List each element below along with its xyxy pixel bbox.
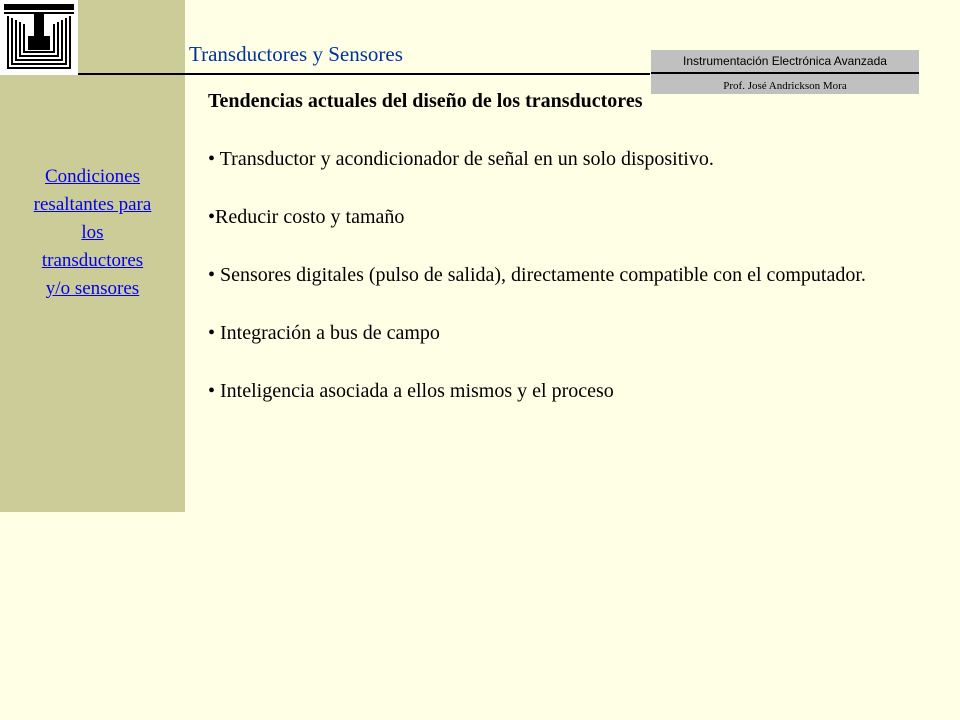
institution-logo-icon [0, 0, 78, 75]
bullet-item: •Reducir costo y tamaño [208, 206, 405, 228]
slide-content [208, 87, 895, 406]
conditions-link-line: resaltantes para [33, 194, 152, 215]
conditions-link-line: los [81, 222, 104, 243]
page-title: Transductores y Sensores [189, 42, 403, 66]
bullet-item: • Sensores digitales (pulso de salida), directamente compatible con el computador. [208, 264, 866, 286]
conditions-link-line: y/o sensores [45, 278, 140, 299]
header-strip [78, 0, 185, 73]
course-label: Instrumentación Electrónica Avanzada [651, 50, 919, 74]
conditions-link-line: Condiciones [45, 166, 140, 187]
conditions-link[interactable] [6, 163, 179, 303]
header-divider [78, 73, 650, 75]
bullet-item: • Inteligencia asociada a ellos mismos y el proceso [208, 380, 614, 402]
bullet-item: • Transductor y acondicionador de señal en un solo dispositivo. [208, 148, 714, 170]
conditions-link-line: transductores [41, 250, 144, 271]
bullet-item: • Integración a bus de campo [208, 322, 440, 344]
professor-label: Prof. José Andrickson Mora [651, 74, 919, 94]
content-heading: Tendencias actuales del diseño de los transductores [208, 90, 643, 112]
